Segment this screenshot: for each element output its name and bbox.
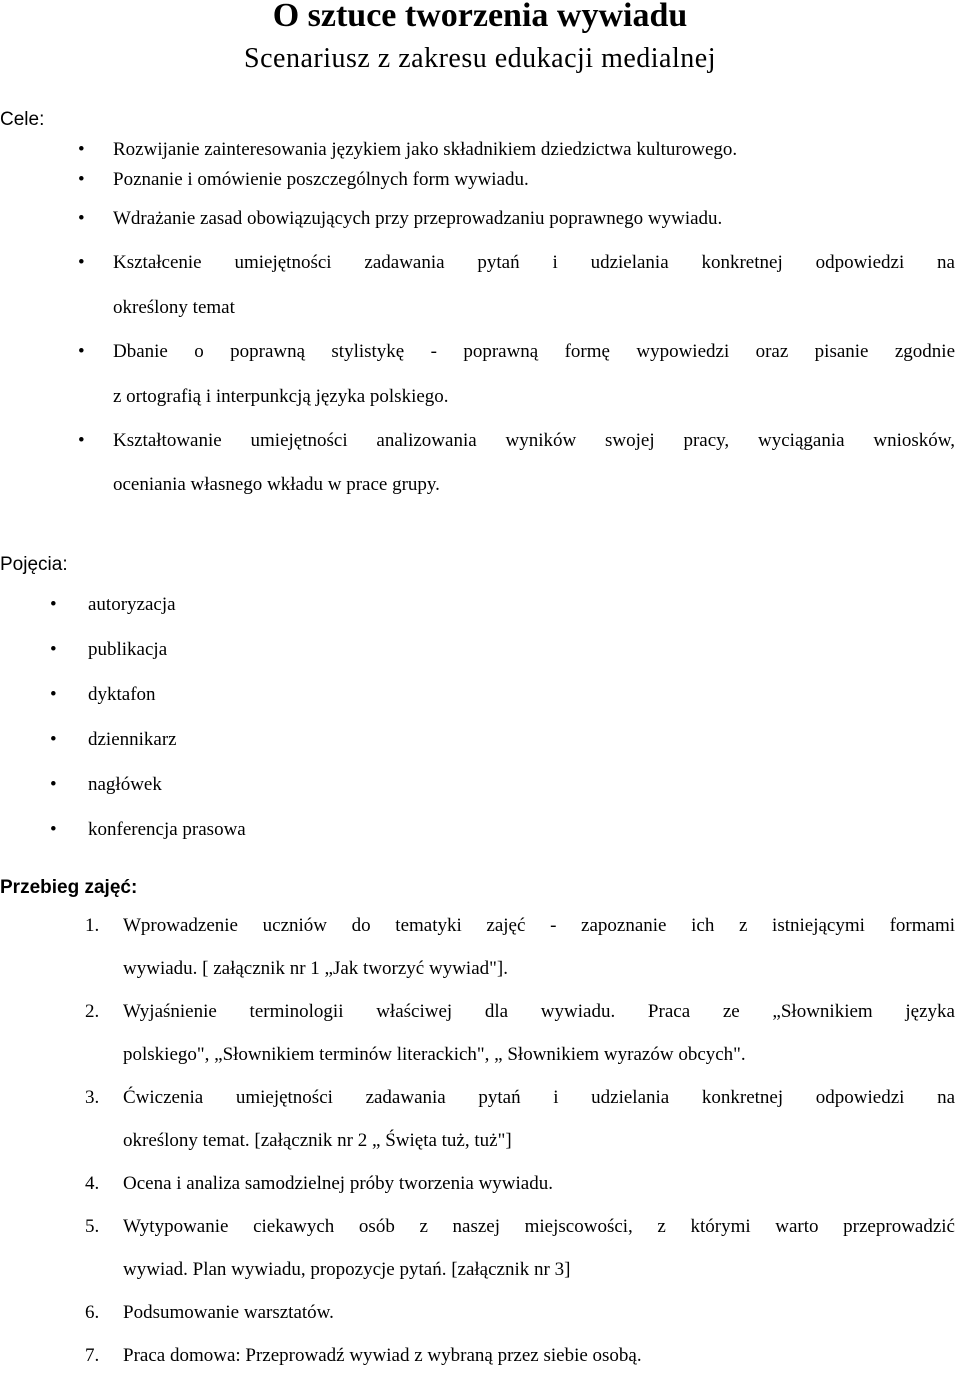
bullet-icon: • [50, 774, 57, 795]
cele-item-4-line-2: określony temat [113, 297, 235, 318]
step-2-line-2: polskiego", „Słownikiem terminów literackich", „ Słownikiem wyrazów obcych". [123, 1044, 746, 1065]
step-number: 3. [85, 1087, 100, 1108]
bullet-icon: • [50, 684, 57, 705]
cele-item-1: Rozwijanie zainteresowania językiem jako składnikiem dziedzictwa kulturowego. [113, 139, 738, 160]
step-1-line-1: Wprowadzenie uczniów do tematyki zajęć - zapoznanie ich z istniejącymi formami [123, 915, 955, 936]
bullet-icon: • [78, 139, 85, 160]
step-number: 7. [85, 1345, 100, 1366]
bullet-icon: • [78, 252, 85, 273]
cele-item-2: Poznanie i omówienie poszczególnych form wywiadu. [113, 169, 529, 190]
pojecie-item: dziennikarz [88, 729, 177, 750]
pojecie-item: nagłówek [88, 774, 162, 795]
cele-item-6-line-1: Kształtowanie umiejętności analizowania wyników swojej pracy, wyciągania wniosków, [113, 430, 955, 451]
pojecie-item: dyktafon [88, 684, 156, 705]
step-number: 6. [85, 1302, 100, 1323]
document-title: O sztuce tworzenia wywiadu [272, 0, 688, 34]
bullet-icon: • [78, 430, 85, 451]
przebieg-heading: Przebieg zajęć: [0, 877, 138, 898]
step-number: 1. [85, 915, 100, 936]
pojecie-item: autoryzacja [88, 594, 176, 615]
cele-item-3: Wdrażanie zasad obowiązujących przy przeprowadzaniu poprawnego wywiadu. [113, 208, 723, 229]
pojecie-item: publikacja [88, 639, 168, 660]
document-subtitle: Scenariusz z zakresu edukacji medialnej [244, 43, 716, 74]
step-1-line-2: wywiadu. [ załącznik nr 1 „Jak tworzyć wywiad"]. [123, 958, 508, 979]
bullet-icon: • [50, 819, 57, 840]
step-2-line-1: Wyjaśnienie terminologii właściwej dla wywiadu. Praca ze „Słownikiem języka [123, 1001, 955, 1022]
step-number: 4. [85, 1173, 100, 1194]
bullet-icon: • [50, 729, 57, 750]
step-4-line-1: Ocena i analiza samodzielnej próby tworzenia wywiadu. [123, 1173, 553, 1194]
cele-item-6-line-2: oceniania własnego wkładu w prace grupy. [113, 474, 440, 495]
step-5-line-2: wywiad. Plan wywiadu, propozycje pytań. [załącznik nr 3] [123, 1259, 571, 1280]
bullet-icon: • [50, 594, 57, 615]
step-6-line-1: Podsumowanie warsztatów. [123, 1302, 334, 1323]
pojecie-item: konferencja prasowa [88, 819, 246, 840]
step-3-line-1: Ćwiczenia umiejętności zadawania pytań i udzielania konkretnej odpowiedzi na [123, 1087, 955, 1108]
step-number: 2. [85, 1001, 100, 1022]
bullet-icon: • [78, 341, 85, 362]
bullet-icon: • [78, 208, 85, 229]
cele-item-5-line-1: Dbanie o poprawną stylistykę - poprawną formę wypowiedzi oraz pisanie zgodnie [113, 341, 955, 362]
step-number: 5. [85, 1216, 100, 1237]
step-5-line-1: Wytypowanie ciekawych osób z naszej miejscowości, z którymi warto przeprowadzić [123, 1216, 955, 1237]
bullet-icon: • [50, 639, 57, 660]
pojecia-heading: Pojęcia: [0, 554, 68, 575]
step-3-line-2: określony temat. [załącznik nr 2 „ Święta tuż, tuż"] [123, 1130, 512, 1151]
cele-heading: Cele: [0, 109, 45, 130]
step-7-line-1: Praca domowa: Przeprowadź wywiad z wybraną przez siebie osobą. [123, 1345, 642, 1366]
bullet-icon: • [78, 169, 85, 190]
cele-item-5-line-2: z ortografią i interpunkcją języka polskiego. [113, 386, 449, 407]
cele-item-4-line-1: Kształcenie umiejętności zadawania pytań i udzielania konkretnej odpowiedzi na [113, 252, 955, 273]
